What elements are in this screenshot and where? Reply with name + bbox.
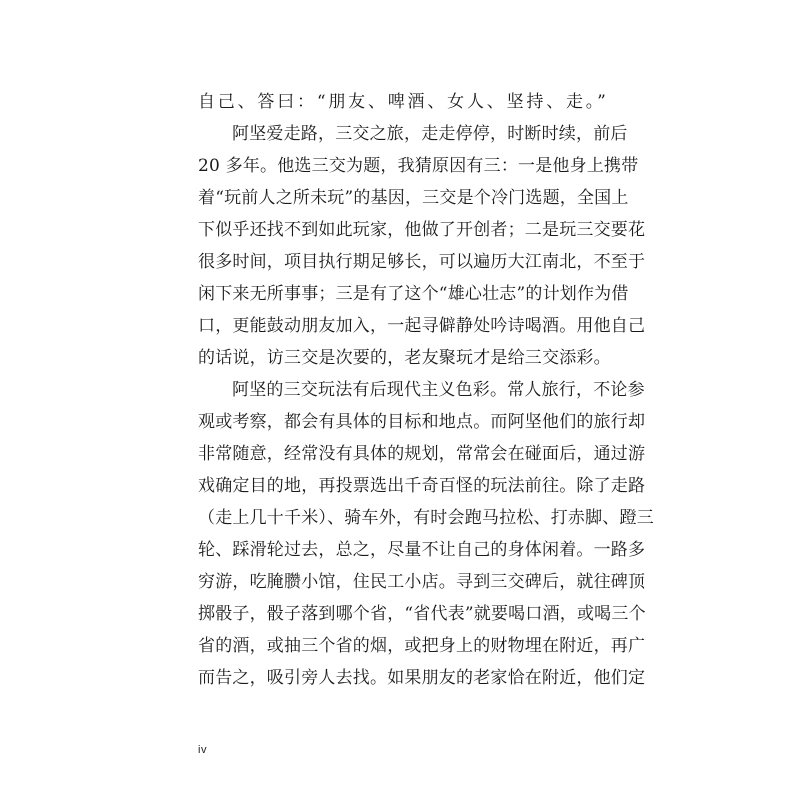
- text-line: 20 多年。他选三交为题，我猜原因有三：一是他身上携带: [198, 156, 639, 176]
- body-text: [198, 86, 654, 694]
- text-line: 省的酒，或抽三个省的烟，或把身上的财物埋在附近，再广: [198, 636, 646, 656]
- text-line: 戏确定目的地，再投票选出千奇百怪的玩法前往。除了走路: [198, 476, 646, 496]
- text-line: 下似乎还找不到如此玩家，他做了开创者；二是玩三交要花: [198, 220, 646, 240]
- text-line: 闲下来无所事事；三是有了这个“雄心壮志”的计划作为借: [198, 284, 629, 304]
- text-line: （走上几十千米）、骑车外，有时会跑马拉松、打赤脚、蹬三: [198, 508, 654, 528]
- page-number: iv: [198, 744, 207, 756]
- text-line: 着“玩前人之所未玩”的基因，三交是个冷门选题，全国上: [198, 188, 629, 208]
- text-line: 阿坚的三交玩法有后现代主义色彩。常人旅行，不论参: [232, 380, 645, 400]
- text-line: 口，更能鼓动朋友加入，一起寻僻静处吟诗喝酒。用他自己: [198, 316, 646, 336]
- text-line: 而告之，吸引旁人去找。如果朋友的老家恰在附近，他们定: [198, 668, 646, 688]
- text-line: 阿坚爱走路，三交之旅，走走停停，时断时续，前后: [232, 124, 628, 144]
- text-line: 非常随意，经常没有具体的规划，常常会在碰面后，通过游: [198, 444, 646, 464]
- text-line: 轮、踩滑轮过去，总之，尽量不让自己的身体闲着。一路多: [198, 540, 646, 560]
- text-line: 观或考察，都会有具体的目标和地点。而阿坚他们的旅行却: [198, 412, 646, 432]
- text-line: 的话说，访三交是次要的，老友聚玩才是给三交添彩。: [198, 348, 611, 368]
- text-line: 自己、答曰：“朋友、啤酒、女人、坚持、走。”: [198, 92, 606, 112]
- text-line: 穷游，吃腌臜小馆，住民工小店。寻到三交碑后，就往碑顶: [198, 572, 646, 592]
- text-line: 掷骰子，骰子落到哪个省，“省代表”就要喝口酒，或喝三个: [198, 604, 646, 624]
- text-line: 很多时间，项目执行期足够长，可以遍历大江南北，不至于: [198, 252, 646, 272]
